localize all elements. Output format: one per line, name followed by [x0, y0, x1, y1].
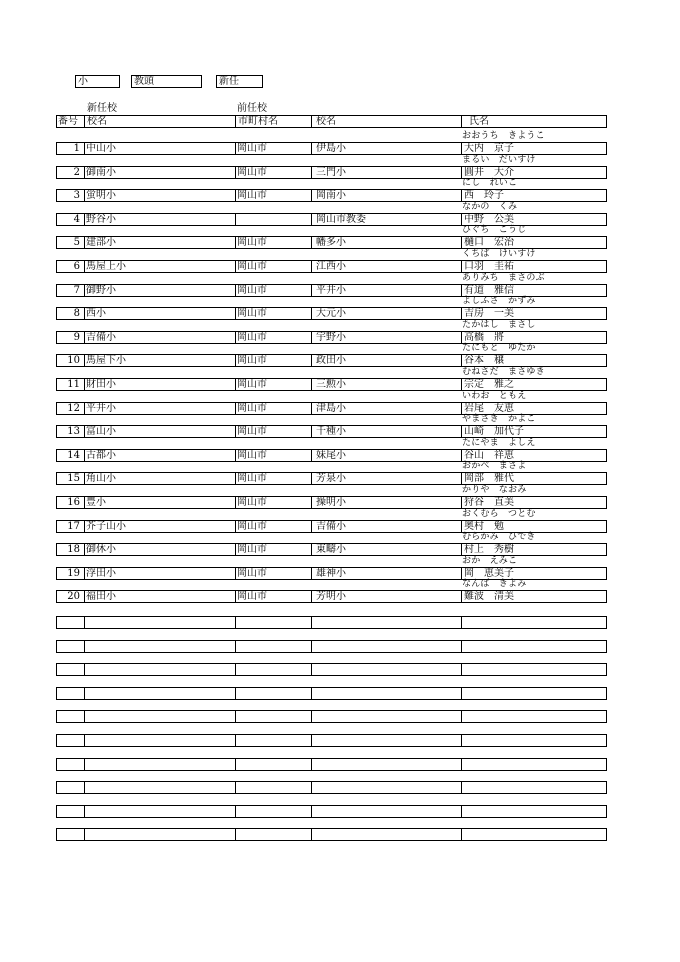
name-reading: むらかみ ひでき — [462, 532, 536, 542]
name-reading: ひぐち こうじ — [462, 225, 527, 235]
name-reading: かりや なおみ — [462, 485, 527, 495]
blank-table-row — [56, 734, 607, 747]
name-reading: いわお ともえ — [462, 391, 527, 401]
row-number: 15 — [67, 473, 80, 484]
table-row — [56, 142, 607, 155]
name-cell: 圓井 大介 — [464, 167, 514, 178]
col-header-name: 氏名 — [469, 116, 489, 127]
prev-school-cell: 幡多小 — [316, 237, 346, 248]
blank-table-row — [56, 687, 607, 700]
col-header-school: 校名 — [87, 116, 107, 127]
row-number: 2 — [73, 167, 80, 178]
city-cell: 岡山市 — [237, 544, 267, 555]
row-number: 7 — [73, 285, 80, 296]
prev-school-cell: 政田小 — [316, 355, 346, 366]
row-number: 12 — [67, 403, 80, 414]
name-reading: おかべ まさよ — [462, 461, 527, 471]
table-row — [56, 260, 607, 273]
city-cell: 岡山市 — [237, 355, 267, 366]
city-cell: 岡山市 — [237, 167, 267, 178]
name-cell: 狩谷 直美 — [464, 497, 514, 508]
blank-table-row — [56, 640, 607, 653]
city-cell: 岡山市 — [237, 308, 267, 319]
new-school-cell: 芥子山小 — [86, 521, 126, 532]
table-row — [56, 543, 607, 556]
city-cell: 岡山市 — [237, 591, 267, 602]
new-school-cell: 建部小 — [86, 237, 116, 248]
name-reading: おか えみこ — [462, 556, 518, 566]
prev-school-cell: 伊島小 — [316, 143, 346, 154]
city-cell: 岡山市 — [237, 473, 267, 484]
new-school-cell: 中山小 — [86, 143, 116, 154]
prev-school-cell: 雄神小 — [316, 568, 346, 579]
blank-table-row — [56, 805, 607, 818]
name-reading: まるい だいすけ — [462, 155, 536, 165]
city-cell: 岡山市 — [237, 521, 267, 532]
prev-school-cell: 芳明小 — [316, 591, 346, 602]
new-school-cell: 古都小 — [86, 450, 116, 461]
name-reading: くちば けいすけ — [462, 249, 536, 259]
field-kind-value: 新任 — [219, 76, 239, 87]
new-school-cell: 富山小 — [86, 426, 116, 437]
name-reading: よしふさ かずみ — [462, 296, 536, 306]
row-number: 6 — [73, 261, 80, 272]
table-header — [56, 115, 607, 128]
prev-school-cell: 三勲小 — [316, 379, 346, 390]
prev-school-cell: 江西小 — [316, 261, 346, 272]
city-cell: 岡山市 — [237, 190, 267, 201]
table-row — [56, 307, 607, 320]
name-cell: 中野 公美 — [464, 214, 514, 225]
name-cell: 大内 京子 — [464, 143, 514, 154]
row-number: 16 — [67, 497, 80, 508]
name-reading: たにもと ゆたか — [462, 343, 536, 353]
new-school-cell: 御休小 — [86, 544, 116, 555]
prev-school-cell: 宇野小 — [316, 332, 346, 343]
city-cell: 岡山市 — [237, 403, 267, 414]
new-school-cell: 御南小 — [86, 167, 116, 178]
new-school-cell: 馬屋下小 — [86, 355, 126, 366]
prev-school-cell: 妹尾小 — [316, 450, 346, 461]
new-school-cell: 浮田小 — [86, 568, 116, 579]
prev-school-cell: 芳泉小 — [316, 473, 346, 484]
city-cell: 岡山市 — [237, 426, 267, 437]
row-number: 19 — [67, 568, 80, 579]
name-cell: 宗定 雅之 — [464, 379, 514, 390]
table-row — [56, 354, 607, 367]
prev-school-cell: 吉備小 — [316, 521, 346, 532]
table-row — [56, 166, 607, 179]
prev-school-cell: 平井小 — [316, 285, 346, 296]
row-number: 10 — [67, 355, 80, 366]
new-school-cell: 吉備小 — [86, 332, 116, 343]
field-position-value: 教頭 — [134, 76, 154, 87]
table-row — [56, 236, 607, 249]
blank-table-row — [56, 781, 607, 794]
prev-school-cell: 大元小 — [316, 308, 346, 319]
city-cell: 岡山市 — [237, 285, 267, 296]
name-reading: やまさき かよこ — [462, 414, 536, 424]
row-number: 20 — [67, 591, 80, 602]
prev-school-cell: 東疇小 — [316, 544, 346, 555]
table-row — [56, 425, 607, 438]
field-position — [131, 75, 202, 88]
city-cell: 岡山市 — [237, 143, 267, 154]
table-row — [56, 590, 607, 603]
name-cell: 奥村 勉 — [464, 521, 504, 532]
name-cell: 岡 恵美子 — [464, 568, 514, 579]
field-school-type-value: 小 — [78, 76, 88, 87]
blank-table-row — [56, 616, 607, 629]
name-cell: 西 玲子 — [464, 190, 504, 201]
name-cell: 口羽 圭祐 — [464, 261, 514, 272]
name-reading: ありみち まさのぶ — [462, 273, 545, 283]
name-cell: 難波 清美 — [464, 591, 514, 602]
new-school-cell: 蛍明小 — [86, 190, 116, 201]
new-school-cell: 平井小 — [86, 403, 116, 414]
new-school-cell: 財田小 — [86, 379, 116, 390]
group-header-new-school: 新任校 — [87, 103, 117, 114]
new-school-cell: 西小 — [86, 308, 106, 319]
name-cell: 樋口 宏治 — [464, 237, 514, 248]
blank-table-row — [56, 828, 607, 841]
table-row — [56, 189, 607, 202]
name-reading: なかの くみ — [462, 202, 518, 212]
name-reading: おおうち きようこ — [462, 131, 545, 141]
city-cell: 岡山市 — [237, 261, 267, 272]
row-number: 13 — [67, 426, 80, 437]
table-row — [56, 496, 607, 509]
field-kind — [216, 75, 263, 88]
group-header-prev-school: 前任校 — [237, 103, 267, 114]
city-cell: 岡山市 — [237, 450, 267, 461]
col-header-no: 番号 — [58, 116, 78, 127]
name-reading: おくむら つとむ — [462, 509, 536, 519]
city-cell: 岡山市 — [237, 568, 267, 579]
row-number: 5 — [73, 237, 80, 248]
prev-school-cell: 千種小 — [316, 426, 346, 437]
name-cell: 山崎 加代子 — [464, 426, 524, 437]
new-school-cell: 馬屋上小 — [86, 261, 126, 272]
name-cell: 吉房 一美 — [464, 308, 514, 319]
city-cell: 岡山市 — [237, 497, 267, 508]
row-number: 3 — [73, 190, 80, 201]
name-cell: 村上 秀樹 — [464, 544, 514, 555]
name-cell: 谷山 祥恵 — [464, 450, 514, 461]
name-reading: むねさだ まさゆき — [462, 367, 545, 377]
row-number: 11 — [67, 379, 80, 390]
field-school-type — [75, 75, 120, 88]
row-number: 8 — [73, 308, 80, 319]
row-number: 18 — [67, 544, 80, 555]
blank-table-row — [56, 710, 607, 723]
name-cell: 岡部 雅代 — [464, 473, 514, 484]
row-number: 14 — [67, 450, 80, 461]
name-reading: にし れいこ — [462, 178, 518, 188]
prev-school-cell: 津島小 — [316, 403, 346, 414]
city-cell: 岡山市 — [237, 332, 267, 343]
row-number: 9 — [73, 332, 80, 343]
row-number: 4 — [73, 214, 80, 225]
col-header-city: 市町村名 — [238, 116, 278, 127]
new-school-cell: 角山小 — [86, 473, 116, 484]
new-school-cell: 御野小 — [86, 285, 116, 296]
row-number: 1 — [73, 143, 80, 154]
table-row — [56, 472, 607, 485]
blank-table-row — [56, 663, 607, 676]
prev-school-cell: 三門小 — [316, 167, 346, 178]
prev-school-cell: 岡山市教委 — [316, 214, 366, 225]
name-reading: なんば きよみ — [462, 579, 527, 589]
table-row — [56, 378, 607, 391]
new-school-cell: 野谷小 — [86, 214, 116, 225]
name-reading: たにやま よしえ — [462, 438, 536, 448]
row-number: 17 — [67, 521, 80, 532]
city-cell: 岡山市 — [237, 379, 267, 390]
blank-table-row — [56, 758, 607, 771]
prev-school-cell: 操明小 — [316, 497, 346, 508]
city-cell: 岡山市 — [237, 237, 267, 248]
new-school-cell: 豊小 — [86, 497, 106, 508]
new-school-cell: 福田小 — [86, 591, 116, 602]
name-cell: 有道 雅信 — [464, 285, 514, 296]
name-reading: たかはし まさし — [462, 320, 536, 330]
col-header-prev-school: 校名 — [316, 116, 336, 127]
name-cell: 高橋 將 — [464, 332, 504, 343]
name-cell: 岩尾 友恵 — [464, 403, 514, 414]
name-cell: 谷本 穣 — [464, 355, 504, 366]
prev-school-cell: 岡南小 — [316, 190, 346, 201]
